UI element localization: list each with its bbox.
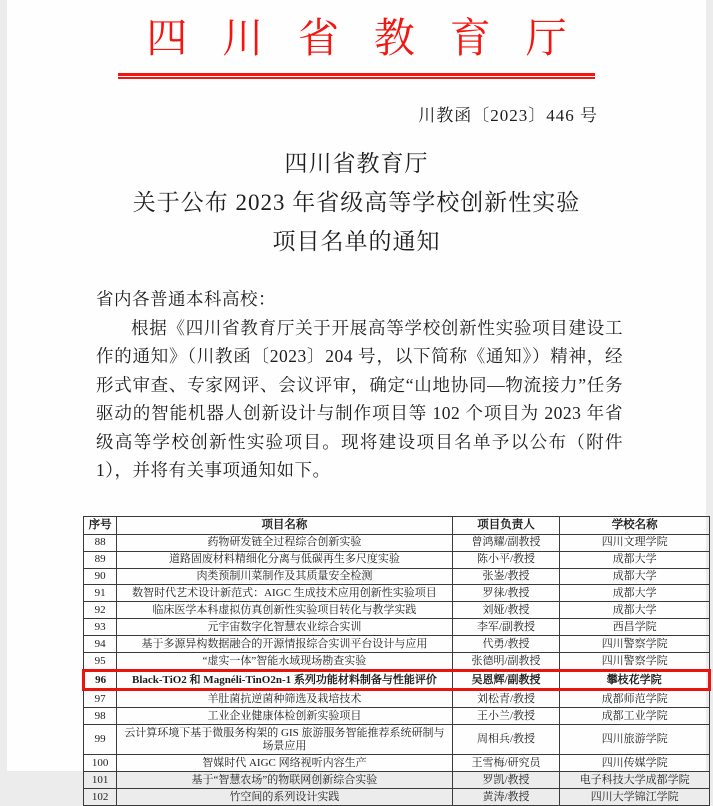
column-header-serial: 序号 xyxy=(84,517,117,535)
cell-school: 成都大学 xyxy=(560,602,710,619)
cell-serial: 92 xyxy=(84,602,117,619)
body-paragraph: 根据《四川省教育厅关于开展高等学校创新性实验项目建设工作的通知》（川教函〔2023〕204 号，以下简称《通知》）精神，经形式审查、专家网评、会议评审，确定“山地协同—物流接力”任务驱动的智能机器人创新设计与制作项目等 102 个项目为 2023 年省级高等学校创新性实验项目。现将建设项目名单予以公布（附件 1），并将有关事项通知如下。 xyxy=(96,314,623,485)
table-row xyxy=(84,585,710,602)
cell-school: 四川警察学院 xyxy=(560,653,710,671)
projects-table-body xyxy=(84,534,710,806)
table-row xyxy=(84,755,710,772)
cell-school: 四川旅游学院 xyxy=(560,725,710,755)
table-row xyxy=(84,690,710,708)
cell-leader: 代勇/教授 xyxy=(452,636,560,653)
table-header-row xyxy=(84,517,710,535)
cell-school: 成都大学 xyxy=(560,585,710,602)
cell-project: “虚实一体”智能水域现场勘查实验 xyxy=(117,653,453,671)
cell-serial: 89 xyxy=(84,551,117,568)
table-row xyxy=(84,619,710,636)
cell-project: Black-TiO2 和 Magnéli-TinO2n-1 系列功能材料制备与性能评价 xyxy=(117,671,453,690)
cell-leader: 吴恩辉/副教授 xyxy=(452,671,560,690)
cell-project: 云计算环境下基于微服务构架的 GIS 旅游服务智能推荐系统研制与场景应用 xyxy=(117,725,453,755)
cell-leader: 李军/副教授 xyxy=(452,619,560,636)
cell-school: 四川大学锦江学院 xyxy=(560,789,710,806)
cell-school: 四川警察学院 xyxy=(560,636,710,653)
cell-serial: 95 xyxy=(84,653,117,671)
cell-leader: 刘松青/教授 xyxy=(452,690,560,708)
salutation: 省内各普通本科高校： xyxy=(96,285,623,314)
cell-project: 羊肚菌抗逆菌种筛选及栽培技术 xyxy=(117,690,453,708)
cell-project: 基于多源异构数据融合的开源情报综合实训平台设计与应用 xyxy=(117,636,453,653)
cell-serial: 93 xyxy=(84,619,117,636)
cell-project: 基于“智慧农场”的物联网创新综合实验 xyxy=(117,772,453,789)
notice-title-line3: 项目名单的通知 xyxy=(7,222,706,261)
cell-serial: 99 xyxy=(84,725,117,755)
letterhead-red-rule xyxy=(118,73,595,79)
cell-school: 成都工业学院 xyxy=(560,708,710,725)
cell-leader: 曾鸿耀/副教授 xyxy=(452,534,560,551)
cell-leader: 王雪梅/研究员 xyxy=(452,755,560,772)
cell-leader: 张崟/教授 xyxy=(452,568,560,585)
table-row xyxy=(84,551,710,568)
cell-school: 西昌学院 xyxy=(560,619,710,636)
cell-leader: 罗凯/教授 xyxy=(452,772,560,789)
cell-serial: 94 xyxy=(84,636,117,653)
cell-leader: 刘娅/教授 xyxy=(452,602,560,619)
cell-project: 道路固废材料精细化分离与低碳再生多尺度实验 xyxy=(117,551,453,568)
cell-school: 电子科技大学成都学院 xyxy=(560,772,710,789)
column-header-school: 学校名称 xyxy=(560,517,710,535)
cell-leader: 周相兵/教授 xyxy=(452,725,560,755)
notice-title xyxy=(7,144,706,261)
cell-school: 四川文理学院 xyxy=(560,534,710,551)
table-row xyxy=(84,534,710,551)
cell-serial: 91 xyxy=(84,585,117,602)
cell-serial: 88 xyxy=(84,534,117,551)
document-page xyxy=(7,0,706,771)
cell-leader: 罗徕/教授 xyxy=(452,585,560,602)
letterhead-agency-title: 四川省教育厅 xyxy=(7,13,706,64)
table-row-highlighted xyxy=(84,671,710,690)
table-row xyxy=(84,602,710,619)
table-row xyxy=(84,725,710,755)
cell-school: 四川传媒学院 xyxy=(560,755,710,772)
notice-title-line1: 四川省教育厅 xyxy=(7,144,706,183)
cell-leader: 张德明/副教授 xyxy=(452,653,560,671)
cell-serial: 101 xyxy=(84,772,117,789)
cell-project: 元宇宙数字化智慧农业综合实训 xyxy=(117,619,453,636)
projects-table-container xyxy=(82,516,711,806)
cell-project: 药物研发链全过程综合创新实验 xyxy=(117,534,453,551)
table-row xyxy=(84,568,710,585)
table-row xyxy=(84,708,710,725)
document-number: 川教函〔2023〕446 号 xyxy=(7,101,706,126)
table-row xyxy=(84,653,710,671)
notice-title-line2: 关于公布 2023 年省级高等学校创新性实验 xyxy=(7,183,706,222)
column-header-project: 项目名称 xyxy=(117,517,453,535)
cell-project: 智媒时代 AIGC 网络视听内容生产 xyxy=(117,755,453,772)
cell-serial: 97 xyxy=(84,690,117,708)
cell-project: 肉类预制川菜制作及其质量安全检测 xyxy=(117,568,453,585)
column-header-leader: 项目负责人 xyxy=(452,517,560,535)
cell-leader: 黄涛/教授 xyxy=(452,789,560,806)
cell-serial: 102 xyxy=(84,789,117,806)
cell-school: 成都大学 xyxy=(560,568,710,585)
cell-school: 成都大学 xyxy=(560,551,710,568)
cell-project: 工业企业健康体检创新实验项目 xyxy=(117,708,453,725)
cell-leader: 王小兰/教授 xyxy=(452,708,560,725)
projects-table xyxy=(82,516,711,806)
table-row xyxy=(84,789,710,806)
cell-serial: 96 xyxy=(84,671,117,690)
cell-project: 数智时代艺术设计新范式：AIGC 生成技术应用创新性实验项目 xyxy=(117,585,453,602)
table-row xyxy=(84,636,710,653)
cell-school: 成都师范学院 xyxy=(560,690,710,708)
cell-project: 临床医学本科虚拟仿真创新性实验项目转化与教学实践 xyxy=(117,602,453,619)
cell-serial: 100 xyxy=(84,755,117,772)
cell-serial: 90 xyxy=(84,568,117,585)
table-row xyxy=(84,772,710,789)
cell-serial: 98 xyxy=(84,708,117,725)
notice-body xyxy=(96,285,623,485)
cell-project: 竹空间的系列设计实践 xyxy=(117,789,453,806)
cell-leader: 陈小平/教授 xyxy=(452,551,560,568)
cell-school: 攀枝花学院 xyxy=(560,671,710,690)
